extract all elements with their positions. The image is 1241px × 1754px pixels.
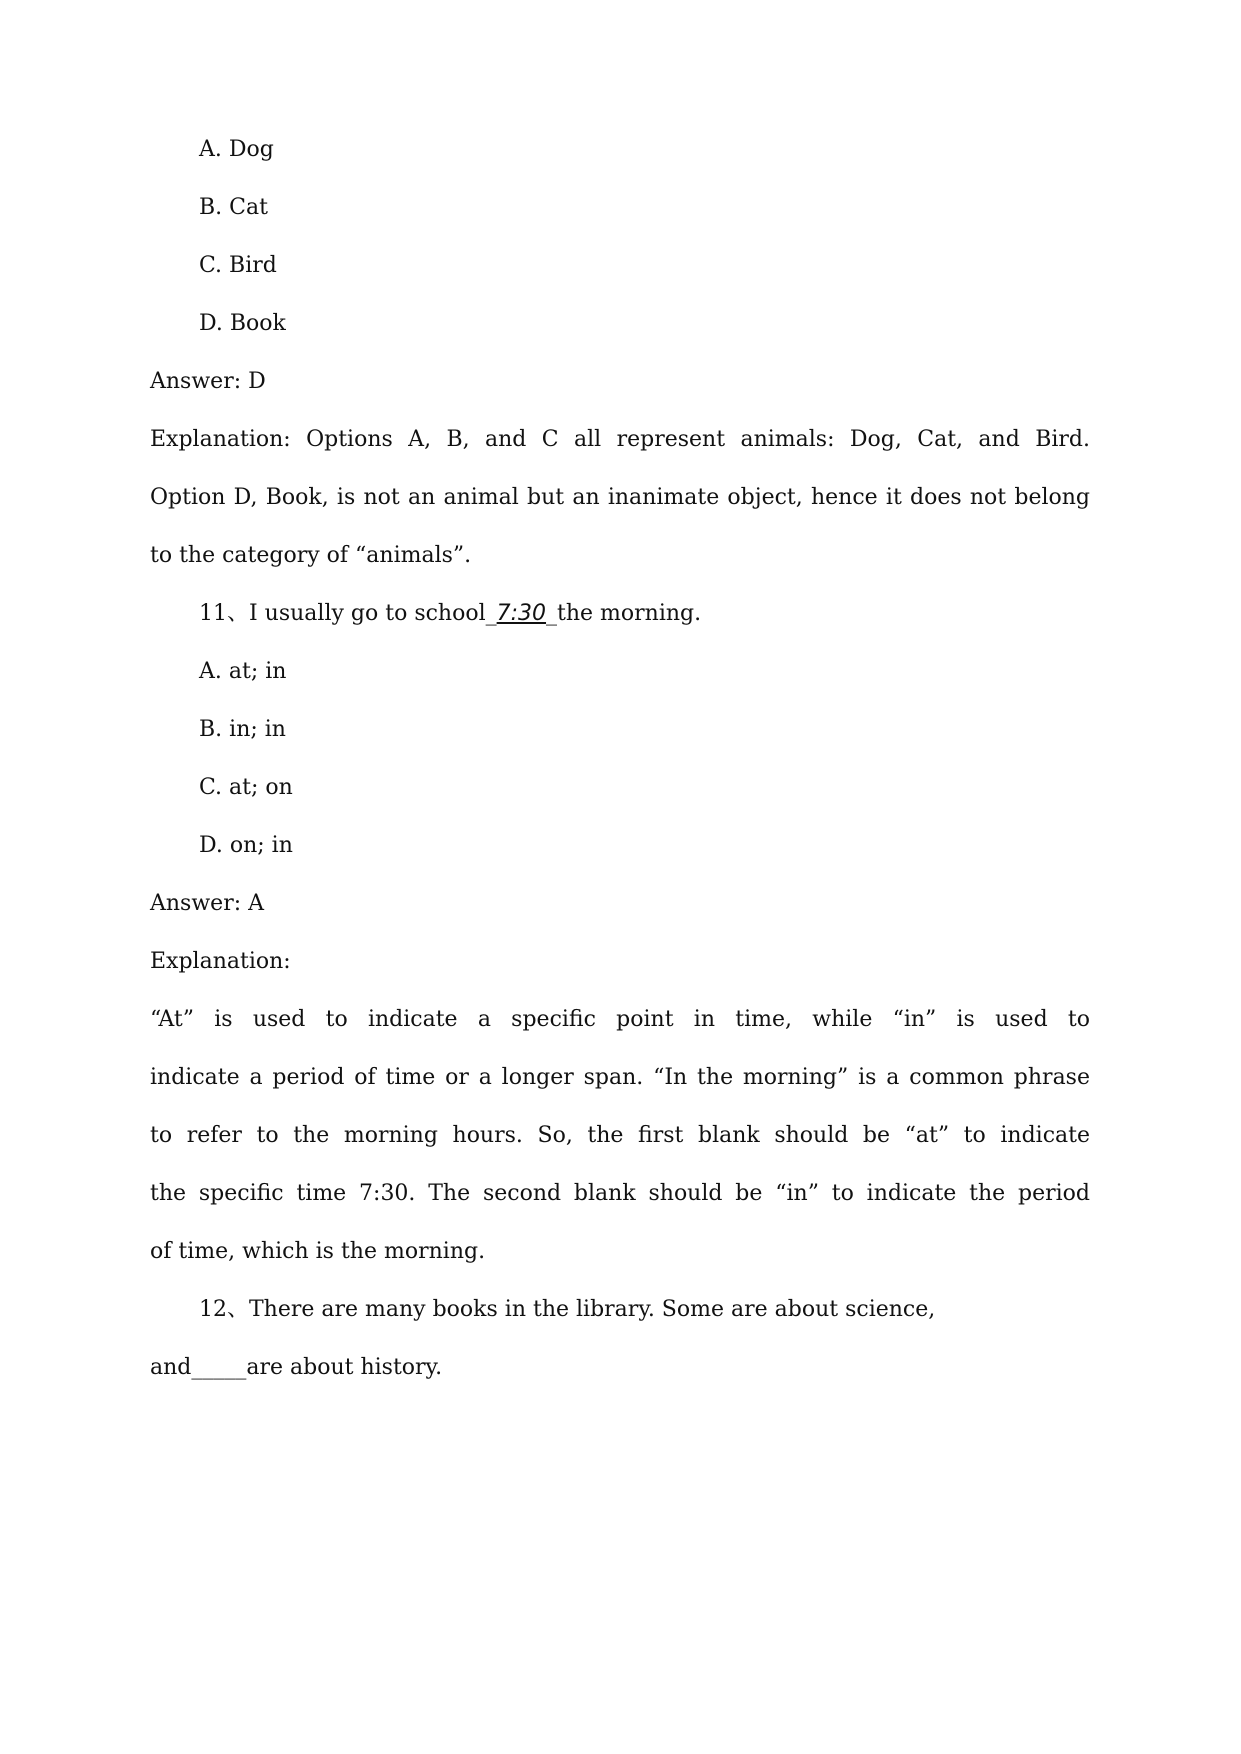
- q11-answer: Answer: A: [150, 891, 265, 916]
- q11-option-a: A. at; in: [199, 659, 287, 684]
- q12-stem-line-1: 12、There are many books in the library. Some are about science,: [199, 1297, 936, 1322]
- q11-option-b: B. in; in: [199, 717, 286, 742]
- q11-stem-time: 7:30: [496, 601, 547, 626]
- q10-explanation-line-1: Explanation: Options A, B, and C all represent animals: Dog, Cat, and Bird.: [150, 427, 1090, 452]
- q11-explanation-line-1: “At” is used to indicate a specific point in time, while “in” is used to: [150, 1007, 1090, 1032]
- q11-explanation-line-5: of time, which is the morning.: [150, 1239, 486, 1264]
- q10-explanation-line-2: Option D, Book, is not an animal but an inanimate object, hence it does not belong: [150, 485, 1090, 510]
- q11-explanation-label: Explanation:: [150, 949, 291, 974]
- q10-explanation-line-3: to the category of “animals”.: [150, 543, 472, 568]
- q11-stem-suffix: _the morning.: [546, 601, 702, 626]
- q11-option-d: D. on; in: [199, 833, 293, 858]
- q11-option-c: C. at; on: [199, 775, 293, 800]
- q10-option-a: A. Dog: [199, 137, 274, 162]
- q10-option-d: D. Book: [199, 311, 286, 336]
- q10-option-b: B. Cat: [199, 195, 268, 220]
- q11-explanation-line-3: to refer to the morning hours. So, the first blank should be “at” to indicate: [150, 1123, 1090, 1148]
- q10-answer: Answer: D: [150, 369, 266, 394]
- q11-explanation-line-4: the specific time 7:30. The second blank should be “in” to indicate the period: [150, 1181, 1090, 1206]
- q11-stem: [199, 599, 1139, 629]
- q10-option-c: C. Bird: [199, 253, 277, 278]
- q11-stem-prefix: 11、I usually go to school_: [199, 601, 497, 626]
- q11-explanation-line-2: indicate a period of time or a longer span. “In the morning” is a common phrase: [150, 1065, 1090, 1090]
- q12-stem-line-2: and_____are about history.: [150, 1355, 443, 1380]
